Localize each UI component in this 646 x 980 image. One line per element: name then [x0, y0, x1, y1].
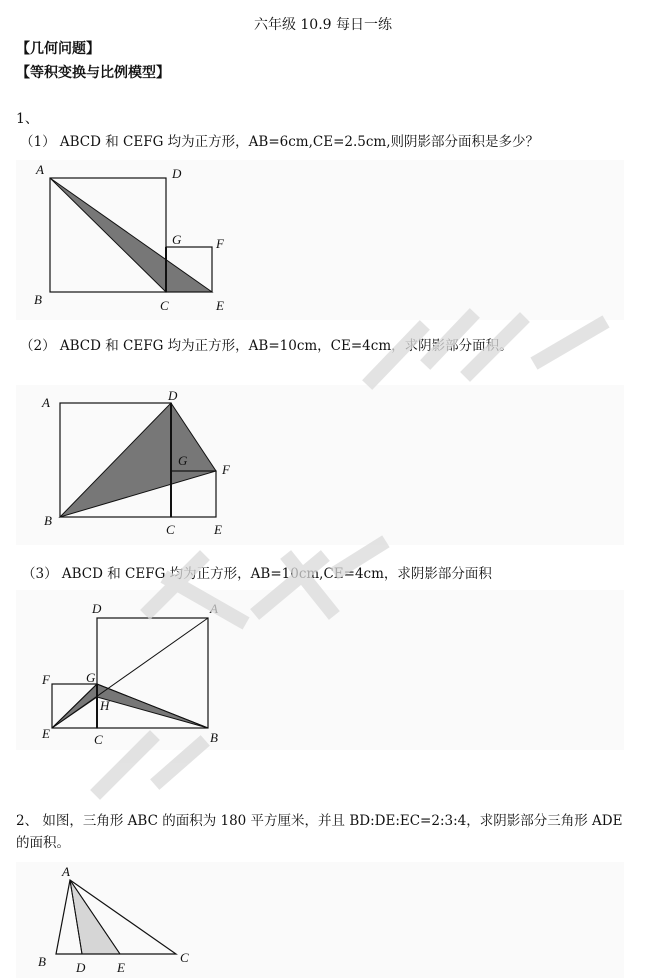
label-g: G [178, 453, 188, 468]
label-c: C [180, 950, 189, 965]
label-a: A [42, 395, 50, 410]
line-eg [52, 684, 97, 728]
label-f: F [42, 672, 50, 687]
label-g: G [86, 670, 96, 685]
label-b: B [34, 292, 42, 307]
label-d: D [172, 166, 182, 181]
figure-3 [16, 590, 624, 750]
question-2: 2、 如图，三角形 ABC 的面积为 180 平方厘米，并且 BD:DE:EC=2:3:4，求阴影部分三角形 ADE 的面积。 [16, 813, 623, 851]
label-c: C [160, 298, 169, 313]
label-g: G [172, 232, 182, 247]
label-e: E [42, 726, 50, 741]
label-b: B [38, 954, 46, 969]
label-e: E [117, 960, 125, 975]
figure-1 [16, 160, 624, 320]
label-a: A [36, 162, 44, 177]
shaded-triangle-bdf [60, 403, 216, 517]
line-ea [52, 618, 208, 728]
label-a: A [210, 601, 218, 616]
section-geometry: 【几何问题】 [16, 41, 100, 57]
question-1-1: （1） ABCD 和 CEFG 均为正方形，AB=6cm,CE=2.5cm,则阴影部分面积是多少？ [20, 134, 540, 150]
label-d: D [92, 601, 102, 616]
label-f: F [216, 236, 224, 251]
label-d: D [76, 960, 86, 975]
label-f: F [222, 462, 230, 477]
label-b: B [44, 513, 52, 528]
section-area-model: 【等积变换与比例模型】 [16, 65, 170, 81]
label-c: C [166, 522, 175, 537]
problem-1-number: 1、 [16, 111, 39, 127]
line-gb [97, 684, 208, 728]
label-e: E [214, 522, 222, 537]
question-1-3: （3） ABCD 和 CEFG 均为正方形，AB=10cm,CE=4cm，求阴影部分面积 [22, 566, 492, 582]
label-h: H [100, 698, 110, 713]
label-b: B [210, 730, 218, 745]
label-d: D [168, 388, 178, 403]
page-title: 六年级 10.9 每日一练 [253, 17, 393, 33]
figure-2 [16, 385, 624, 545]
label-a: A [62, 864, 70, 879]
label-e: E [216, 298, 224, 313]
shaded-triangle [50, 178, 212, 292]
question-1-2: （2） ABCD 和 CEFG 均为正方形，AB=10cm，CE=4cm，求阴影部分面积。 [20, 338, 513, 354]
label-c: C [94, 732, 103, 747]
figure-4 [16, 862, 624, 978]
